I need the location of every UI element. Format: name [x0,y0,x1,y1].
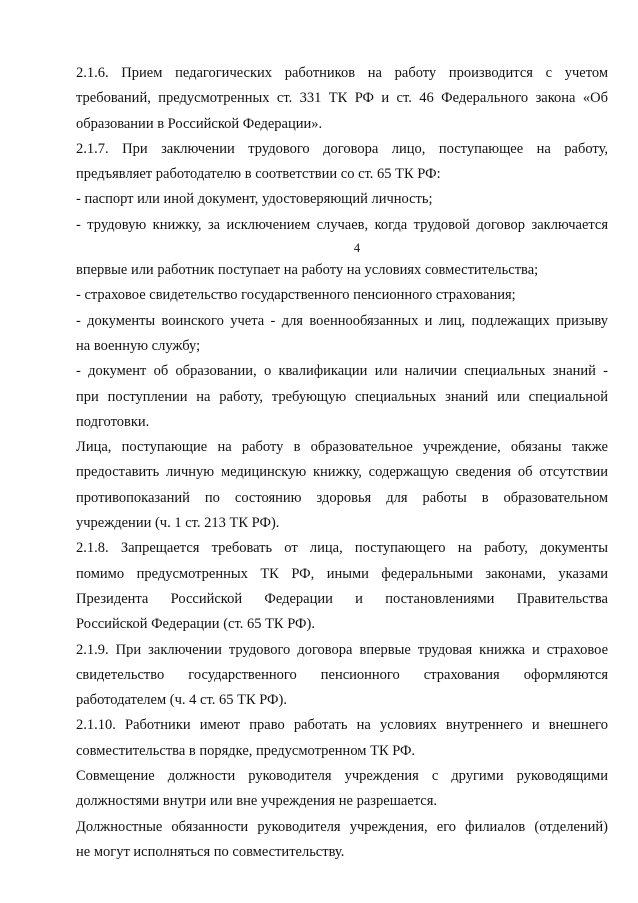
text-line: не могут исполняться по совместительству. [76,843,345,860]
text-line: Должностные обязанности руководителя учреждения, его филиалов (отделений) [76,818,608,835]
page-number: 4 [353,241,361,256]
text-line: 2.1.8. Запрещается требовать от лица, поступающего на работу, документы [76,540,608,557]
document-body [76,61,608,865]
text-line: требований, предусмотренных ст. 331 ТК РФ и ст. 46 Федерального закона «Об [76,90,608,107]
text-line: предъявляет работодателю в соответствии со ст. 65 ТК РФ: [76,166,441,183]
text-line: - страховое свидетельство государственного пенсионного страхования; [76,287,516,304]
text-line: подготовки. [76,413,150,430]
text-line: при поступлении на работу, требующую специальных знаний или специальной [76,388,608,405]
text-line: - документы воинского учета - для военнообязанных и лиц, подлежащих призыву [76,312,608,329]
text-line: образовании в Российской Федерации». [76,115,323,132]
text-line: 2.1.6. Прием педагогических работников на работу производится с учетом [76,65,608,81]
text-line: учреждении (ч. 1 ст. 213 ТК РФ). [76,515,280,532]
text-line: - трудовую книжку, за исключением случаев, когда трудовой договор заключается [76,216,608,233]
text-block-after-page-number [76,258,608,865]
text-line: Совмещение должности руководителя учреждения с другими руководящими [76,768,608,785]
text-line: 2.1.9. При заключении трудового договора впервые трудовая книжка и страховое [76,641,608,658]
text-line: 2.1.7. При заключении трудового договора лицо, поступающее на работу, [76,140,608,157]
text-block-before-page-number [76,61,608,238]
text-line: свидетельство государственного пенсионного страхования оформляются [76,666,608,683]
text-line: 2.1.10. Работники имеют право работать на условиях внутреннего и внешнего [76,717,608,734]
text-line: должностями внутри или вне учреждения не разрешается. [76,793,437,810]
text-line: - паспорт или иной документ, удостоверяющий личность; [76,191,433,208]
text-line: Президента Российской Федерации и постановлениями Правительства [76,590,608,607]
text-line: противопоказаний по состоянию здоровья для работы в образовательном [76,489,608,506]
text-line: Лица, поступающие на работу в образовательное учреждение, обязаны также [76,439,608,456]
text-line: совместительства в порядке, предусмотренном ТК РФ. [76,742,416,759]
text-line: на военную службу; [76,337,201,354]
text-line: впервые или работник поступает на работу на условиях совместительства; [76,262,539,279]
text-line: Российской Федерации (ст. 65 ТК РФ). [76,616,315,633]
text-line: предоставить личную медицинскую книжку, содержащую сведения об отсутствии [76,464,608,481]
text-line: - документ об образовании, о квалификации или наличии специальных знаний - [76,363,608,380]
text-line: работодателем (ч. 4 ст. 65 ТК РФ). [76,692,287,709]
text-line: помимо предусмотренных ТК РФ, иными федеральными законами, указами [76,565,608,582]
